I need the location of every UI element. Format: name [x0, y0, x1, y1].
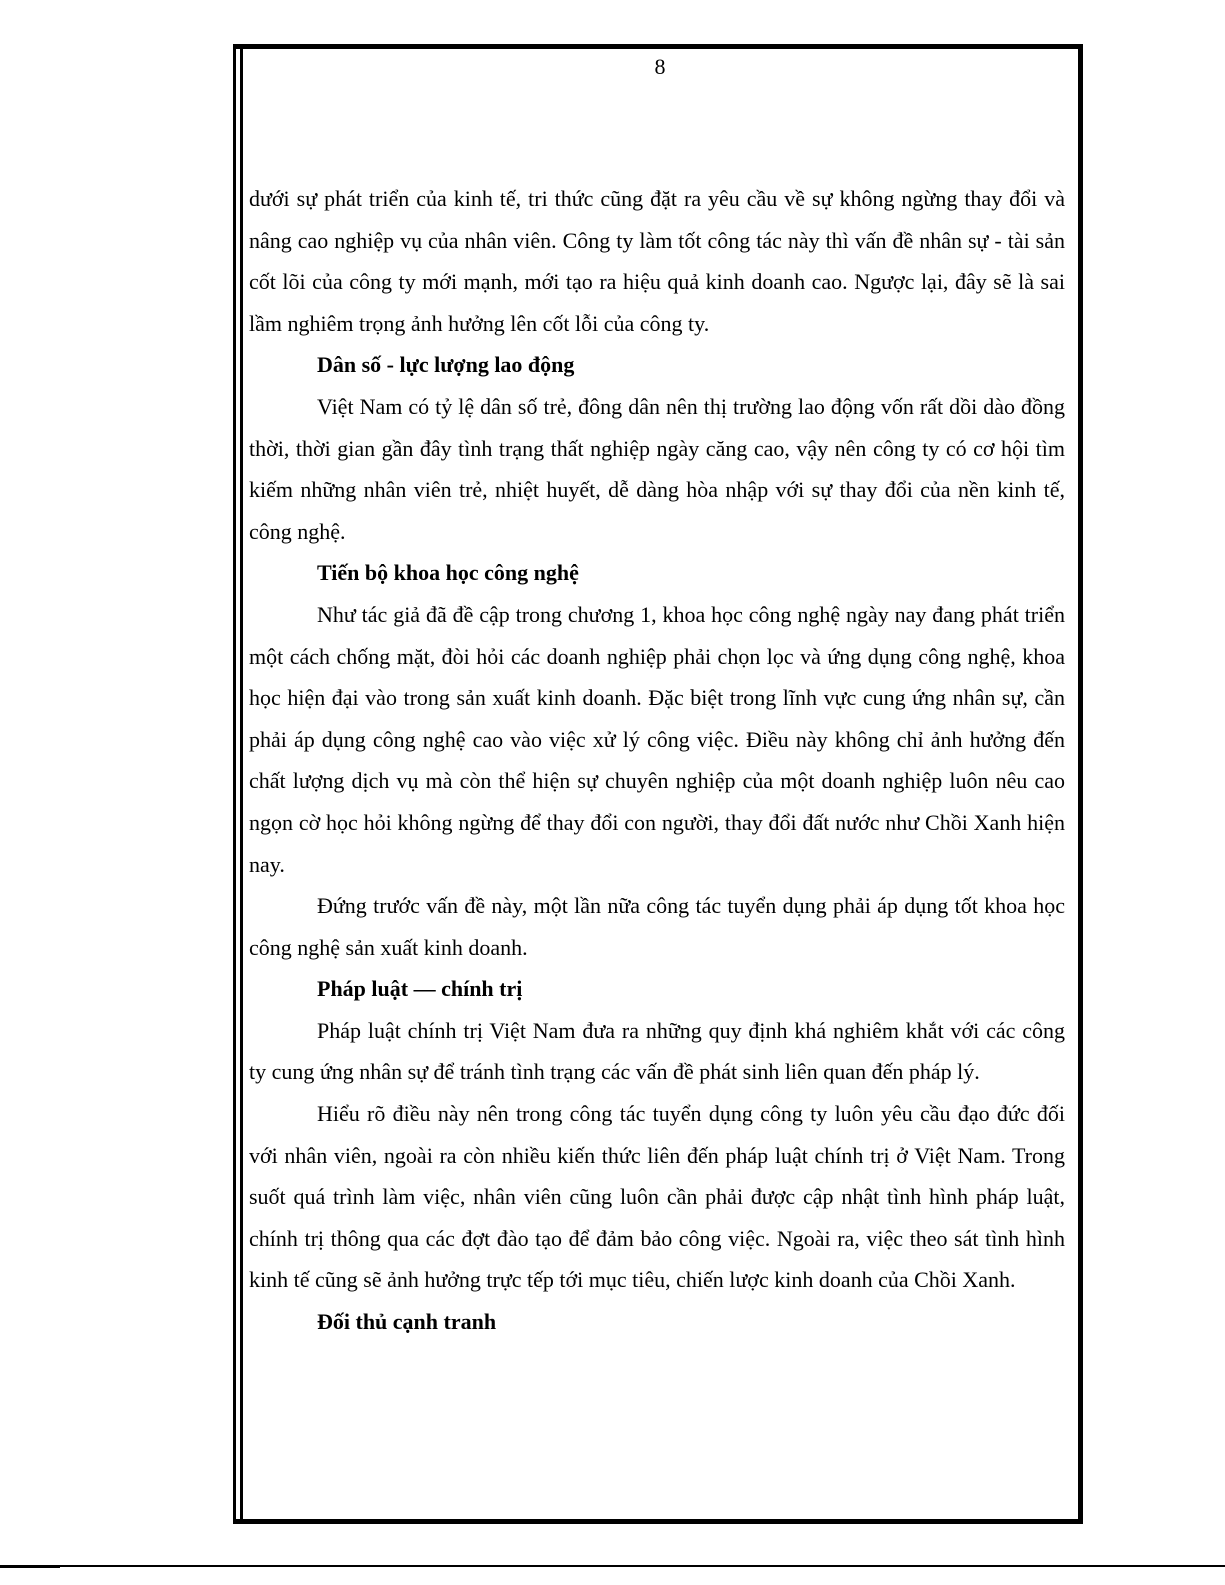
section-heading-population: Dân số - lực lượng lao động — [317, 352, 575, 378]
bottom-rule — [0, 1565, 1225, 1567]
section-heading-technology: Tiến bộ khoa học công nghệ — [317, 560, 579, 586]
paragraph-law-politics: Pháp luật chính trị Việt Nam đưa ra những quy định khá nghiêm khắt với các công ty cung ứng nhân sự để tránh tình trạng các vấn đề phát sinh liên quan đến pháp lý. — [249, 1017, 1065, 1085]
paragraph-continuation: dưới sự phát triển của kinh tế, tri thức cũng đặt ra yêu cầu về sự không ngừng thay đổi và nâng cao nghiệp vụ của nhân viên. Công ty làm tốt công tác này thì vấn đề nhân sự - tài sản cốt lõi của công ty mới mạnh, mới tạo ra hiệu quả kinh doanh cao. Ngược lại, đây sẽ là sai lầm nghiêm trọng ảnh hưởng lên cốt lỗi của công ty. — [249, 186, 1065, 336]
section-heading-competitors: Đối thủ cạnh tranh — [317, 1309, 497, 1335]
paragraph-technology: Như tác giả đã đề cập trong chương 1, khoa học công nghệ ngày nay đang phát triển một cách chống mặt, đòi hỏi các doanh nghiệp phải chọn lọc và ứng dụng công nghệ, khoa học hiện đại vào trong sản xuất kinh doanh. Đặc biệt trong lĩnh vực cung ứng nhân sự, cần phải áp dụng công nghệ cao vào việc xử lý công việc. Điều này không chỉ ảnh hưởng đến chất lượng dịch vụ mà còn thể hiện sự chuyên nghiệp của một doanh nghiệp luôn nêu cao ngọn cờ học hỏi không ngừng để thay đổi con người, thay đổi đất nước như Chồi Xanh hiện nay. — [249, 601, 1065, 877]
section-heading-law-politics: Pháp luật — chính trị — [317, 976, 523, 1002]
paragraph-law-recruitment: Hiểu rõ điều này nên trong công tác tuyển dụng công ty luôn yêu cầu đạo đức đối với nhân viên, ngoài ra còn nhiều kiến thức liên đến pháp luật chính trị ở Việt Nam. Trong suốt quá trình làm việc, nhân viên cũng luôn cần phải được cập nhật tình hình pháp luật, chính trị thông qua các đợt đào tạo để đảm bảo công việc. Ngoài ra, việc theo sát tình hình kinh tế cũng sẽ ảnh hưởng trực tếp tới mục tiêu, chiến lược kinh doanh của Chồi Xanh. — [249, 1101, 1065, 1293]
paragraph-technology-recruitment: Đứng trước vấn đề này, một lần nữa công tác tuyển dụng phải áp dụng tốt khoa học công nghệ sản xuất kinh doanh. — [249, 893, 1065, 960]
document-body — [249, 178, 1065, 1343]
paragraph-population: Việt Nam có tỷ lệ dân số trẻ, đông dân nên thị trường lao động vốn rất dồi dào đồng thời, thời gian gần đây tình trạng thất nghiệp ngày căng cao, vậy nên công ty có cơ hội tìm kiếm những nhân viên trẻ, nhiệt huyết, dễ dàng hòa nhập với sự thay đổi của nền kinh tế, công nghệ. — [249, 393, 1065, 544]
page-number: 8 — [654, 54, 666, 79]
bottom-rule-left-segment — [0, 1565, 60, 1568]
